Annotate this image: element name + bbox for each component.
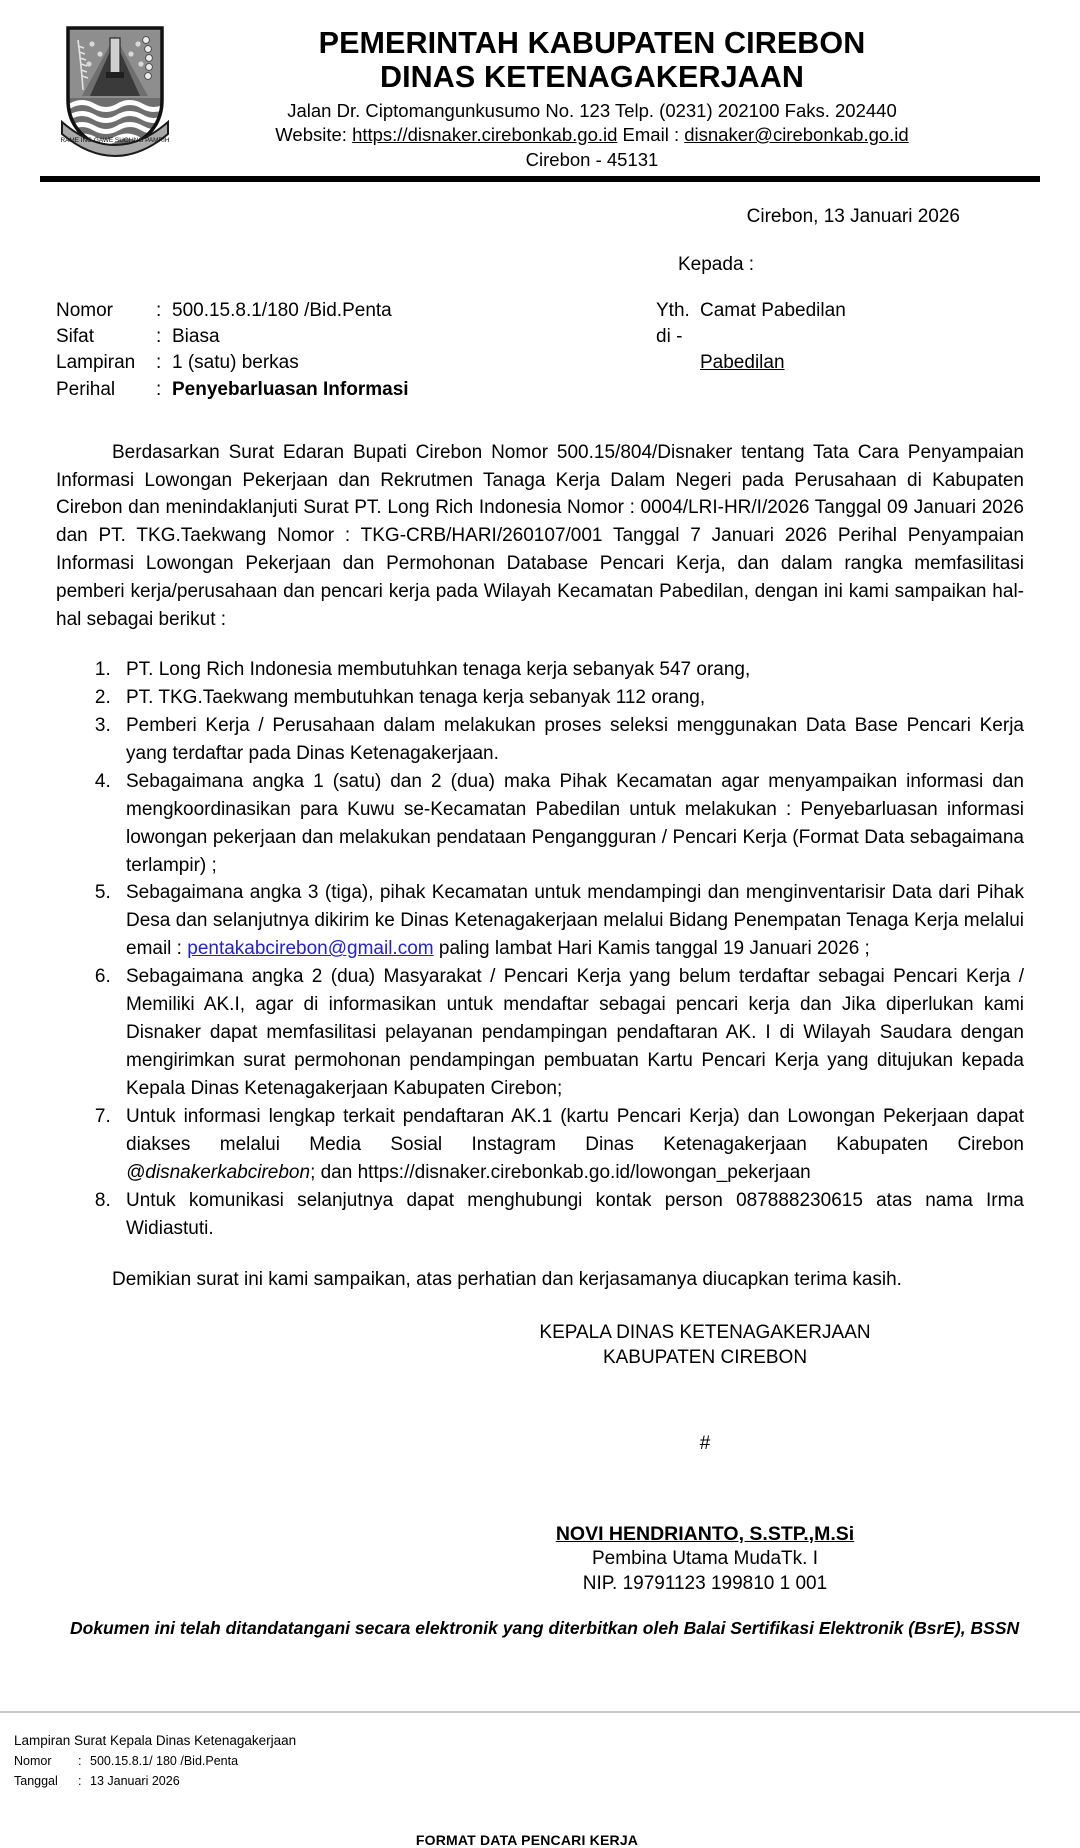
meta-colon: : <box>156 300 162 322</box>
government-name: PEMERINTAH KABUPATEN CIREBON <box>318 26 866 60</box>
attachment-label-nomor: Nomor <box>14 1754 52 1769</box>
list-item-text: Sebagaimana angka 1 (satu) dan 2 (dua) maka Pihak Kecamatan agar menyampaikan informasi dan mengkoordinasikan para Kuwu se-Kecamatan Pabedilan untuk melakukan : Penyebarluasan informasi lowongan pekerjaan dan melakukan pendataan Pengangguran / Pencari Kerja (Format Data sebagaimana terlampir) ; <box>126 770 1024 876</box>
meta-value-perihal: Penyebarluasan Informasi <box>172 378 409 400</box>
letter-meta <box>0 206 1080 402</box>
di-label: di - <box>656 326 683 348</box>
list-item <box>116 1103 1024 1187</box>
cirebon-regency-crest-icon <box>56 18 174 158</box>
list-item-text-after: paling lambat Hari Kamis tanggal 19 Januari 2026 ; <box>433 938 870 960</box>
attachment-label-tanggal: Tanggal <box>14 1773 58 1788</box>
crest-motto-text: RAME ING GAWE SUCI ING PAMRIH <box>60 137 170 144</box>
letter-reference-fields <box>56 298 656 402</box>
city-postal-code: Cirebon - 45131 <box>525 148 659 170</box>
list-item <box>116 963 1024 1103</box>
list-item-text: Sebagaimana angka 2 (dua) Masyarakat / Pencari Kerja yang belum terdaftar sebagai Pencari Kerja / Memiliki AK.I, agar di informasikan untuk mendaftar sebagai pencari kerja dan Jika diperlukan kami Disnaker dapat memfasilitasi pelayanan pendampingan pendaftaran AK. I di Wilayah Saudara dengan mengirimkan surat permohonan pendampingan pembuatan Kartu Pencari Kerja yang ditujukan kepada Kepala Dinas Ketenagakerjaan Kabupaten Cirebon; <box>126 966 1024 1099</box>
email-label: Email : <box>617 124 685 146</box>
list-item <box>116 1187 1024 1243</box>
signatory-nip: NIP. 19791123 199810 1 001 <box>582 1572 828 1594</box>
meta-colon: : <box>156 326 162 348</box>
list-item <box>116 879 1024 963</box>
attachment-colon: : <box>78 1773 82 1788</box>
attachment-colon: : <box>78 1754 82 1769</box>
meta-field-row <box>56 350 409 376</box>
list-item-text: Pemberi Kerja / Perusahaan dalam melakukan proses seleksi menggunakan Data Base Pencari Kerja yang terdaftar pada Dinas Ketenagakerjaan. <box>126 714 1024 764</box>
letter-body <box>0 439 1080 1596</box>
office-address: Jalan Dr. Ciptomangunkusumo No. 123 Telp. (0231) 202100 Faks. 202440 <box>287 99 897 121</box>
list-item-text-before: Sebagaimana angka 3 (tiga), pihak Kecamatan untuk mendampingi dan menginventarisir Data dari Pihak Desa dan selanjutnya dikirim ke Dinas Ketenagakerjaan melalui Bidang Penempatan Tenaga Kerja melalui email : <box>126 882 1024 960</box>
attachment-meta-row <box>14 1772 238 1792</box>
recipient-block <box>656 298 846 402</box>
meta-colon: : <box>156 378 162 400</box>
numbered-points-list <box>56 656 1024 1242</box>
department-name: DINAS KETENAGAKERJAAN <box>379 60 805 95</box>
attachment-header <box>0 1713 1080 1848</box>
recipient-name: Camat Pabedilan <box>700 300 846 322</box>
list-item-text: PT. TKG.Taekwang membutuhkan tenaga kerja sebanyak 112 orang, <box>126 686 706 708</box>
opening-paragraph: Berdasarkan Surat Edaran Bupati Cirebon Nomor 500.15/804/Disnaker tentang Tata Cara Penyampaian Informasi Lowongan Pekerjaan dan Rekrutmen Tanaga Kerja Dalam Negeri pada Perusahaan di Kabupaten Cirebon dan menindaklanjuti Surat PT. Long Rich Indonesia Nomor : 0004/LRI-HR/I/2026 Tanggal 09 Januari 2026 dan PT. TKG.Taekwang Nomor : TKG-CRB/HARI/260107/001 Tanggal 7 Januari 2026 Perihal Penyampaian Informasi Lowongan Pekerjaan dan Permohonan Database Pencari Kerja, dan dalam rangka memfasilitasi pemberi kerja/perusahaan dan pencari kerja pada Wilayah Kecamatan Pabedilan, dengan ini kami sampaikan hal-hal sebagai berikut : <box>56 441 1024 631</box>
header-divider-rule <box>40 176 1040 182</box>
attachment-heading: Lampiran Surat Kepala Dinas Ketenagakerjaan <box>14 1732 297 1748</box>
list-item <box>116 712 1024 768</box>
email-address[interactable]: disnaker@cirebonkab.go.id <box>684 124 909 146</box>
attachment-value-tanggal: 13 Januari 2026 <box>90 1773 180 1788</box>
list-item-text: Untuk komunikasi selanjutnya dapat menghubungi kontak person 087888230615 atas nama Irma Widiastuti. <box>126 1189 1024 1239</box>
attachment-meta-row <box>14 1752 238 1772</box>
meta-label-sifat: Sifat <box>56 326 95 348</box>
letter-date: Cirebon, 13 Januari 2026 <box>746 206 960 228</box>
meta-label-perihal: Perihal <box>56 378 116 400</box>
instagram-handle: @disnakerkabcirebon <box>126 1161 311 1183</box>
website-url[interactable]: https://disnaker.cirebonkab.go.id <box>352 124 618 146</box>
recipient-place: Pabedilan <box>700 352 785 374</box>
letterhead <box>0 0 1080 172</box>
meta-colon: : <box>156 352 162 374</box>
signatory-rank: Pembina Utama MudaTk. I <box>592 1547 818 1569</box>
page-break-divider <box>0 1677 1080 1713</box>
website-label: Website: <box>275 124 353 146</box>
signatory-title-line2: KABUPATEN CIREBON <box>602 1347 808 1369</box>
meta-value-nomor: 500.15.8.1/180 /Bid.Penta <box>172 300 392 322</box>
meta-field-row <box>56 324 409 350</box>
meta-value-lampiran: 1 (satu) berkas <box>172 352 299 374</box>
meta-field-row <box>56 377 409 403</box>
list-item-text-before: Untuk informasi lengkap terkait pendaftaran AK.1 (kartu Pencari Kerja) dan Lowongan Pekerjaan dapat diakses melalui Media Sosial Instagram Dinas Ketenagakerjaan Kabupaten Cirebon <box>126 1105 1024 1155</box>
email-link[interactable]: pentakabcirebon@gmail.com <box>187 938 434 960</box>
meta-label-nomor: Nomor <box>56 300 114 322</box>
list-item <box>116 768 1024 880</box>
list-item <box>116 684 1024 712</box>
list-item-text: PT. Long Rich Indonesia membutuhkan tenaga kerja sebanyak 547 orang, <box>126 659 751 681</box>
signatory-title-line1: KEPALA DINAS KETENAGAKERJAAN <box>539 1322 871 1344</box>
meta-label-lampiran: Lampiran <box>56 352 136 374</box>
yth-label: Yth. <box>656 300 690 322</box>
attachment-format-title: FORMAT DATA PENCARI KERJA <box>415 1831 639 1848</box>
meta-field-row <box>56 298 409 324</box>
attachment-value-nomor: 500.15.8.1/ 180 /Bid.Penta <box>90 1754 239 1769</box>
closing-paragraph: Demikian surat ini kami sampaikan, atas perhatian dan kerjasamanya diucapkan terima kasih. <box>112 1269 902 1291</box>
list-item <box>116 656 1024 684</box>
electronic-signature-note: Dokumen ini telah ditandatangani secara elektronik yang diterbitkan oleh Balai Sertifikasi Elektronik (BsrE), BSSN <box>70 1617 1020 1638</box>
signature-block <box>56 1320 1024 1595</box>
signatory-name: NOVI HENDRIANTO, S.STP.,M.Si <box>555 1522 855 1545</box>
office-contact-line <box>174 123 1010 148</box>
kepada-label: Kepada : <box>678 254 755 276</box>
meta-value-sifat: Biasa <box>172 326 220 348</box>
electronic-signature-mark: # <box>699 1432 711 1454</box>
list-item-text-after: ; dan https://disnaker.cirebonkab.go.id/lowongan_pekerjaan <box>310 1161 811 1183</box>
